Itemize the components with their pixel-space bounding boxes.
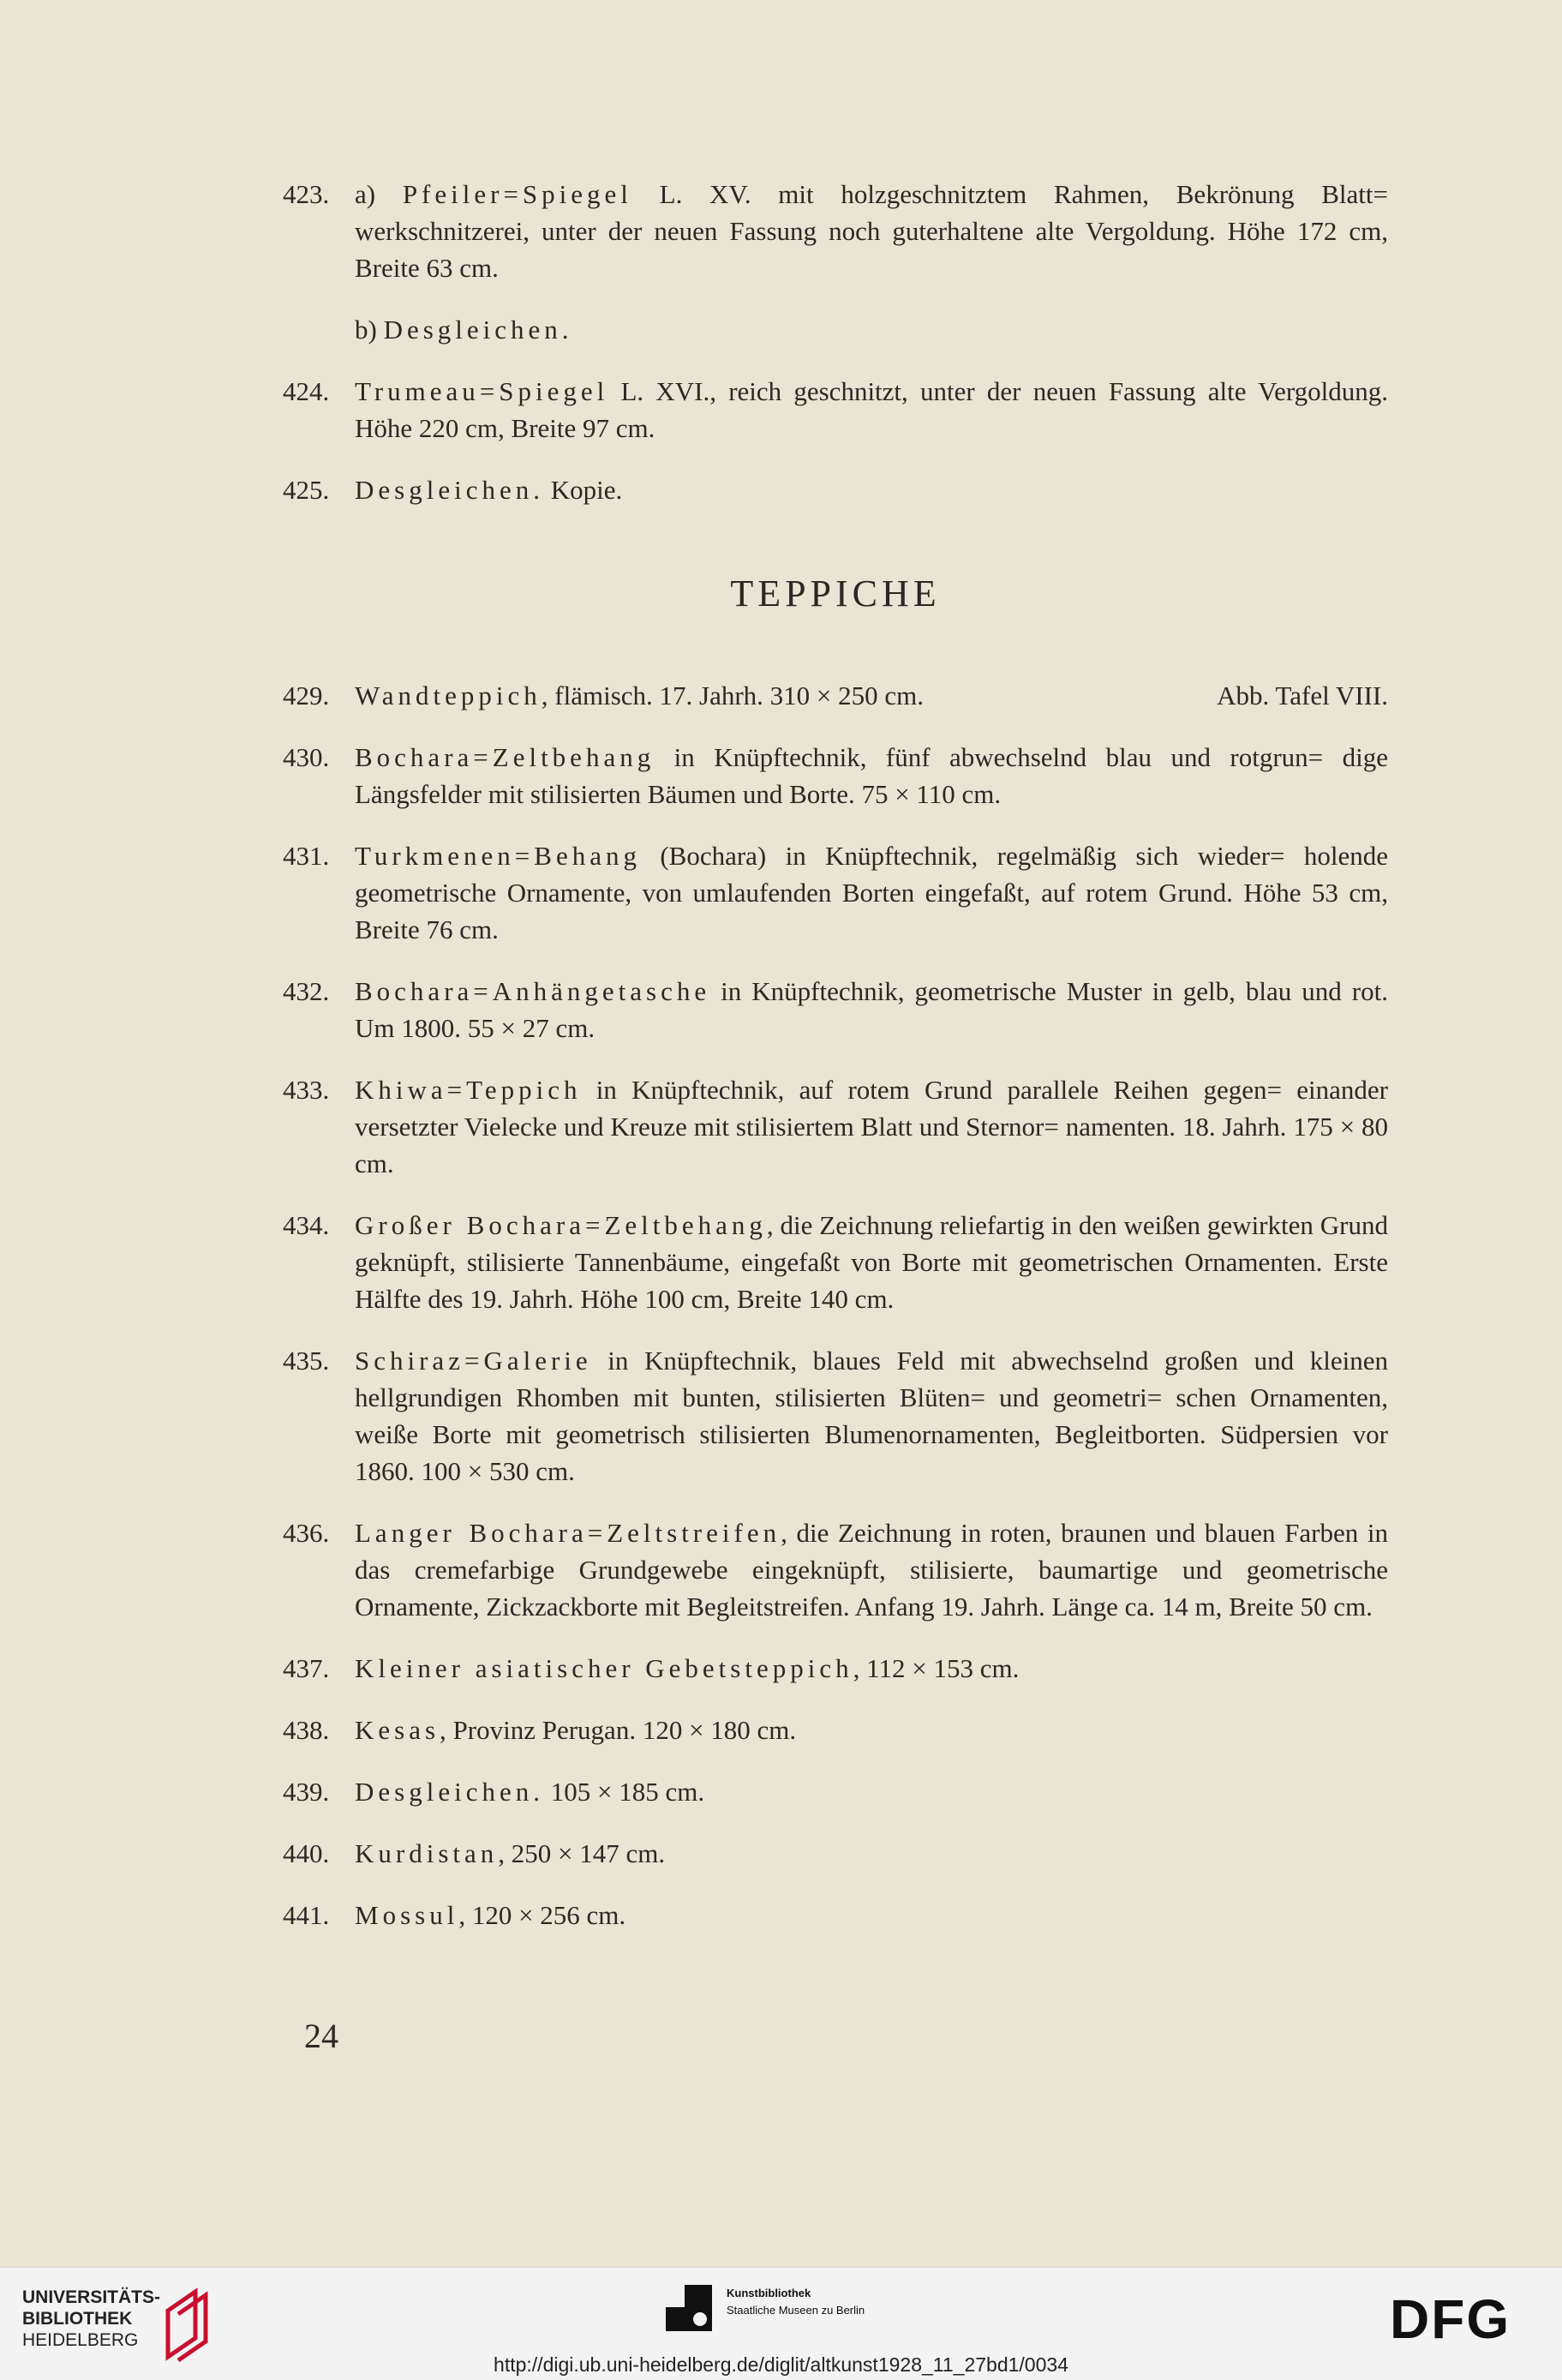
entry-number: 434.: [283, 1210, 330, 1240]
entry-number: 430.: [283, 742, 330, 772]
heidelberg-library-logo[interactable]: [22, 2287, 160, 2351]
entry-number: 441.: [283, 1900, 330, 1930]
entry-text: , 112 × 153 cm.: [853, 1653, 1020, 1683]
entry-text: , die Zeichnung reliefartig in den weißen gewirkten Grund geknüpft, stilisierte Tannenbäume, eingefaßt von Borte mit geometrischen Ornamenten. Erste Hälfte des 19. Jahrh. Höhe 100 cm, Breite 140 cm.: [355, 1210, 1388, 1314]
kunstbibliothek-logo-icon[interactable]: [664, 2283, 714, 2333]
entry-title: Bochara=Anhängetasche: [355, 976, 711, 1006]
logo-line-1: UNIVERSITÄTS-: [22, 2287, 161, 2307]
catalog-entries: [283, 176, 1388, 1933]
entry-text: , Provinz Perugan. 120 × 180 cm.: [440, 1715, 797, 1745]
entry-text: L. XVI., reich geschnitzt, unter der neuen Fassung alte Vergoldung. Höhe 220 cm, Breite 97 cm.: [355, 376, 1388, 443]
catalog-entry: [283, 176, 1388, 286]
entry-number: 438.: [283, 1715, 330, 1745]
entry-title: Großer Bochara=Zeltbehang: [355, 1210, 767, 1240]
entry-title: Kurdistan: [355, 1838, 499, 1868]
entry-number: 437.: [283, 1653, 330, 1683]
entry-text: Kopie.: [543, 475, 623, 505]
entry-text: , die Zeichnung in roten, braunen und blauen Farben in das cremefarbige Grundgewebe eingeknüpft, stilisierte, baumartige und geometrische Ornamente, Zickzackborte mit Begleitstreifen. Anfang 19. Jahrh. Länge ca. 14 m, Breite 50 cm.: [355, 1518, 1389, 1622]
dfg-logo[interactable]: DFG: [1390, 2288, 1511, 2350]
logo-line-3: HEIDELBERG: [22, 2330, 139, 2350]
entry-number: 439.: [283, 1777, 330, 1807]
entry-number: 431.: [283, 841, 330, 871]
entry-title: Kleiner asiatischer Gebetsteppich: [355, 1653, 853, 1683]
kb-line-2: Staatliche Museen zu Berlin: [727, 2304, 865, 2317]
entry-text: b): [355, 315, 384, 345]
entry-title: Wandteppich: [355, 680, 542, 710]
footer-bar: [0, 2267, 1562, 2380]
catalog-entry: [283, 1514, 1388, 1625]
logo-line-2: BIBLIOTHEK: [22, 2309, 133, 2329]
entry-title: Turkmenen=Behang: [355, 841, 641, 871]
entry-title: Langer Bochara=Zeltstreifen: [355, 1518, 781, 1548]
catalog-entry: [283, 1897, 1388, 1933]
plate-reference: Abb. Tafel VIII.: [1217, 680, 1388, 710]
entry-text: L. XV. mit holzgeschnitztem Rahmen, Bekrönung Blatt= werkschnitzerei, unter der neuen Fassung noch guterhaltene alte Vergoldung. Höhe 172 cm, Breite 63 cm.: [355, 179, 1388, 283]
entry-text: , flämisch. 17. Jahrh. 310 × 250 cm.: [541, 680, 925, 710]
catalog-entry: [283, 1071, 1388, 1182]
entry-text: , 120 × 256 cm.: [458, 1900, 626, 1930]
entry-title: Kesas: [355, 1715, 440, 1745]
entry-number: 424.: [283, 376, 330, 406]
permalink-url[interactable]: http://digi.ub.uni-heidelberg.de/diglit/altkunst1928_11_27bd1/0034: [494, 2353, 1068, 2376]
catalog-entry: [283, 973, 1388, 1046]
entry-number: 435.: [283, 1346, 330, 1376]
entry-number: 440.: [283, 1838, 330, 1868]
entry-title: Pfeiler=Spiegel: [402, 179, 632, 209]
catalog-entry: [283, 1835, 1388, 1872]
entry-number: 429.: [283, 680, 330, 710]
page-number: 24: [304, 2017, 338, 2055]
entry-number: 433.: [283, 1075, 330, 1105]
entry-title: Desgleichen.: [355, 475, 544, 505]
catalog-entry: [283, 739, 1388, 812]
entry-text: in Knüpftechnik, blaues Feld mit abwechselnd großen und kleinen hellgrundigen Rhomben mit bunten, stilisierten Blüten= und geometri= schen Ornamenten, weiße Borte mit geometrisch stilisierten Blumenornamenten, Begleitborten. Südpersien vor 1860. 100 × 530 cm.: [355, 1346, 1388, 1486]
section-title: TEPPICHE: [730, 573, 941, 614]
entry-number: 436.: [283, 1518, 330, 1548]
entries-carpets: [283, 677, 1388, 1933]
entry-text: in Knüpftechnik, auf rotem Grund parallele Reihen gegen= einander versetzter Vielecke und Kreuze mit stilisiertem Blatt und Sternor= namenten. 18. Jahrh. 175 × 80 cm.: [355, 1075, 1388, 1178]
entry-title: Bochara=Zeltbehang: [355, 742, 655, 772]
entry-title: Trumeau=Spiegel: [355, 376, 609, 406]
entry-number: 432.: [283, 976, 330, 1006]
kb-line-1: Kunstbibliothek: [727, 2287, 811, 2299]
entry-title: Desgleichen.: [355, 1777, 544, 1807]
catalog-entry: [283, 837, 1388, 948]
catalog-entry: [283, 311, 1388, 348]
entry-title: Schiraz=Galerie: [355, 1346, 592, 1376]
entries-mirrors: [283, 176, 1388, 508]
entry-number: 425.: [283, 475, 330, 505]
catalog-entry: [283, 1342, 1388, 1490]
entry-text: in Knüpftechnik, geometrische Muster in gelb, blau und rot. Um 1800. 55 × 27 cm.: [355, 976, 1388, 1043]
heidelberg-logo-mark-icon: [161, 2285, 214, 2362]
entry-title: Khiwa=Teppich: [355, 1075, 582, 1105]
catalog-entry: [283, 373, 1388, 447]
entry-text: 105 × 185 cm.: [543, 1777, 705, 1807]
catalog-entry: [283, 677, 1388, 714]
entry-title: Mossul: [355, 1900, 459, 1930]
entry-text: a): [355, 179, 403, 209]
catalog-entry: [283, 471, 1388, 508]
entry-text: , 250 × 147 cm.: [498, 1838, 666, 1868]
entry-title: Desgleichen.: [383, 315, 573, 345]
catalog-entry: [283, 1650, 1388, 1687]
entry-text: in Knüpftechnik, fünf abwechselnd blau und rotgrun= dige Längsfelder mit stilisierten Bäumen und Borte. 75 × 110 cm.: [355, 742, 1388, 809]
kunstbibliothek-text: [727, 2285, 865, 2319]
catalog-entry: [283, 1773, 1388, 1810]
entry-text: (Bochara) in Knüpftechnik, regelmäßig sich wieder= holende geometrische Ornamente, von umlaufenden Borten eingefaßt, auf rotem Grund. Höhe 53 cm, Breite 76 cm.: [355, 841, 1388, 944]
catalog-entry: [283, 1712, 1388, 1748]
entry-number: 423.: [283, 179, 330, 209]
catalog-entry: [283, 1207, 1388, 1317]
